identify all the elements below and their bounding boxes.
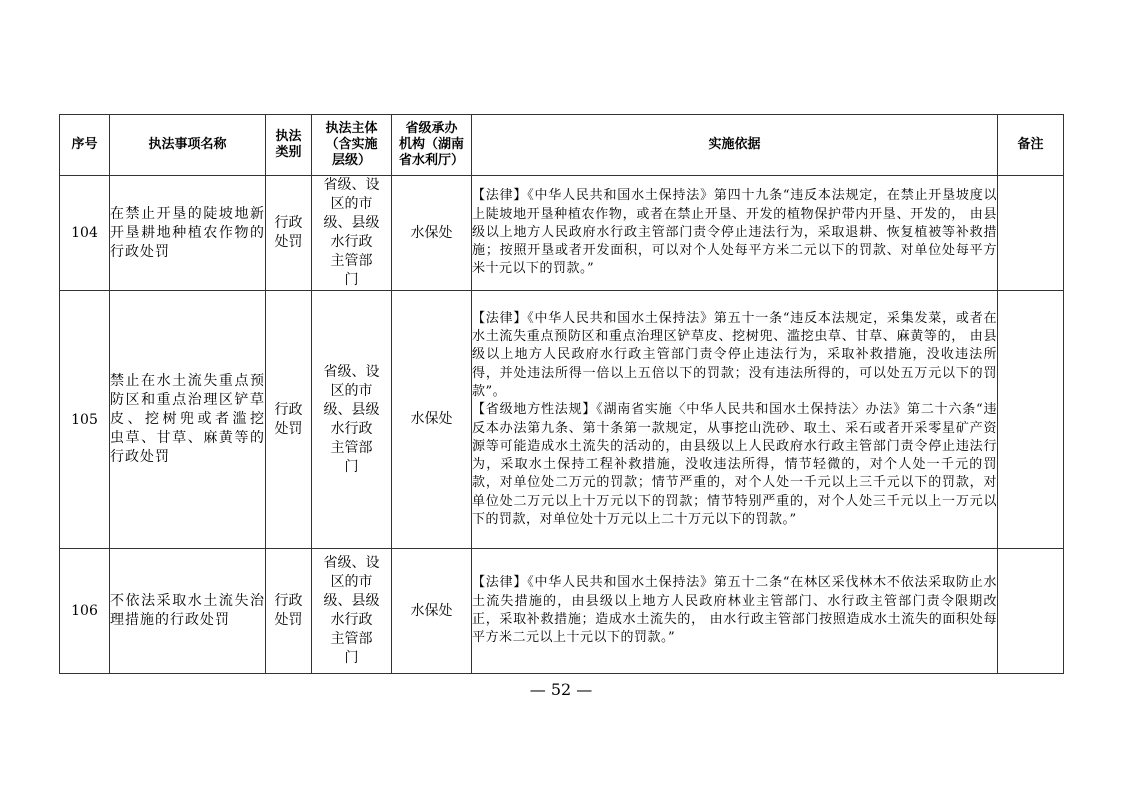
header-type-line: 执法 [275, 129, 302, 144]
row-subject-line: 主管部 [330, 439, 373, 456]
table-header-row [60, 115, 1064, 176]
row-name: 禁止在水土流失重点预防区和重点治理区铲草皮、挖树兜或者滥挖 虫草、甘草、麻黄等的行政处罚 [110, 291, 266, 549]
table-row [60, 549, 1064, 674]
enforcement-table [59, 114, 1064, 674]
row-subject-line: 水行政 [330, 612, 373, 628]
row-subject-line: 区的市 [330, 382, 373, 399]
row-type [266, 176, 312, 291]
row-type-line: 处罚 [274, 612, 303, 628]
basis-paragraph: 【法律】《中华人民共和国水土保持法》第四十九条“违反本法规定，在禁止开垦坡度以上陡坡地开垦种植农作物，或者在禁止开垦、开发的植物保护带内开垦、开发的， 由县级以上地方人民政府水行政主管部门责令停止违法行为，采取退耕、恢复植被等补救措施；按照开垦或者开发面积，可以对个人处每平方米二元以下的罚款、对单位处每平方米十元以下的罚款。” [472, 188, 997, 277]
row-subject-line: 门 [344, 272, 359, 288]
row-subject-line: 门 [344, 458, 359, 475]
header-org [392, 115, 472, 176]
basis-paragraph: 【法律】《中华人民共和国水土保持法》第五十二条“在林区采伐林木不依法采取防止水土流失措施的，由县级以上地方人民政府林业主管部门、水行政主管部门责令限期改正，采取补救措施；造成水土流失的， 由水行政主管部门按照造成水土流失的面积处每平方米二元以上十元以下的罚款。” [472, 575, 997, 646]
row-subject [312, 549, 392, 674]
row-subject-line: 水行政 [330, 420, 373, 437]
row-no: 104 [60, 176, 110, 291]
row-no: 106 [60, 549, 110, 674]
row-subject-line: 区的市 [330, 196, 373, 212]
row-subject-line: 省级、设 [323, 177, 380, 193]
header-no: 序号 [60, 115, 110, 176]
header-subject-line: 层级） [331, 153, 371, 168]
row-note [998, 176, 1064, 291]
row-subject-line: 省级、设 [323, 363, 380, 380]
header-subject [312, 115, 392, 176]
row-subject [312, 176, 392, 291]
row-type-line: 处罚 [274, 420, 303, 437]
header-basis: 实施依据 [472, 115, 998, 176]
header-org-line: 省级承办 [405, 121, 458, 136]
row-note [998, 549, 1064, 674]
header-type [266, 115, 312, 176]
basis-paragraph: 【省级地方性法规】《湖南省实施〈中华人民共和国水土保持法〉办法》第二十六条“违反本办法第九条、第十条第一款规定，从事挖山洗砂、取土、采石或者开采零星矿产资源等可能造成水土流失的活动的，由县级以上人民政府水行政主管部门责令停止违法行为，采取水土保持工程补救措施，没收违法所得，情节轻微的，对个人处一千元的罚款，对单位处二万元的罚款；情节严重的，对个人处一千元以上三千元以下的罚款，对单位处二万元以上十万元以下的罚款；情节特别严重的，对个人处三千元以上一万元以下的罚款，对单位处十万元以上二十万元以下的罚款。” [472, 402, 997, 527]
table-row [60, 176, 1064, 291]
row-org: 水保处 [392, 549, 472, 674]
header-note: 备注 [998, 115, 1064, 176]
row-subject-line: 主管部 [330, 253, 373, 269]
row-subject-line: 主管部 [330, 631, 373, 647]
row-org: 水保处 [392, 176, 472, 291]
table-row [60, 291, 1064, 549]
row-subject-line: 级、县级 [323, 401, 380, 418]
row-org: 水保处 [392, 291, 472, 549]
header-org-line: 机构（湖南 [398, 137, 464, 152]
row-name: 在禁止开垦的陡坡地新开垦耕地种植农作物的行政处罚 [110, 176, 266, 291]
page-number: — 52 — [529, 680, 593, 699]
row-type [266, 291, 312, 549]
row-basis [472, 176, 998, 291]
header-subject-line: 执法主体 [325, 121, 378, 136]
row-no: 105 [60, 291, 110, 549]
row-subject-line: 级、县级 [323, 593, 380, 609]
header-type-line: 类别 [275, 145, 302, 160]
row-subject-line: 省级、设 [323, 555, 380, 571]
row-type [266, 549, 312, 674]
row-type-line: 处罚 [274, 234, 303, 250]
basis-paragraph: 【法律】《中华人民共和国水土保持法》第五十一条“违反本法规定，采集发菜，或者在水土流失重点预防区和重点治理区铲草皮、挖树兜、滥挖虫草、甘草、麻黄等的， 由县级以上地方人民政府水行政主管部门责令停止违法行为，采取补救措施，没收违法所得，并处违法所得一倍以上五倍以下的罚款；没有违法所得的，可以处五万元以下的罚款”。 [472, 310, 997, 399]
row-type-line: 行政 [274, 215, 303, 231]
row-basis [472, 549, 998, 674]
row-note [998, 291, 1064, 549]
header-subject-line: （含实施 [325, 137, 378, 152]
row-type-line: 行政 [274, 593, 303, 609]
row-type-line: 行政 [274, 401, 303, 418]
row-subject-line: 水行政 [330, 234, 373, 250]
row-subject-line: 区的市 [330, 574, 373, 590]
row-subject-line: 级、县级 [323, 215, 380, 231]
header-name: 执法事项名称 [110, 115, 266, 176]
row-subject [312, 291, 392, 549]
row-name: 不依法采取水土流失治理措施的行政处罚 [110, 549, 266, 674]
header-org-line: 省水利厅） [398, 153, 464, 168]
row-basis [472, 291, 998, 549]
row-subject-line: 门 [344, 650, 359, 666]
